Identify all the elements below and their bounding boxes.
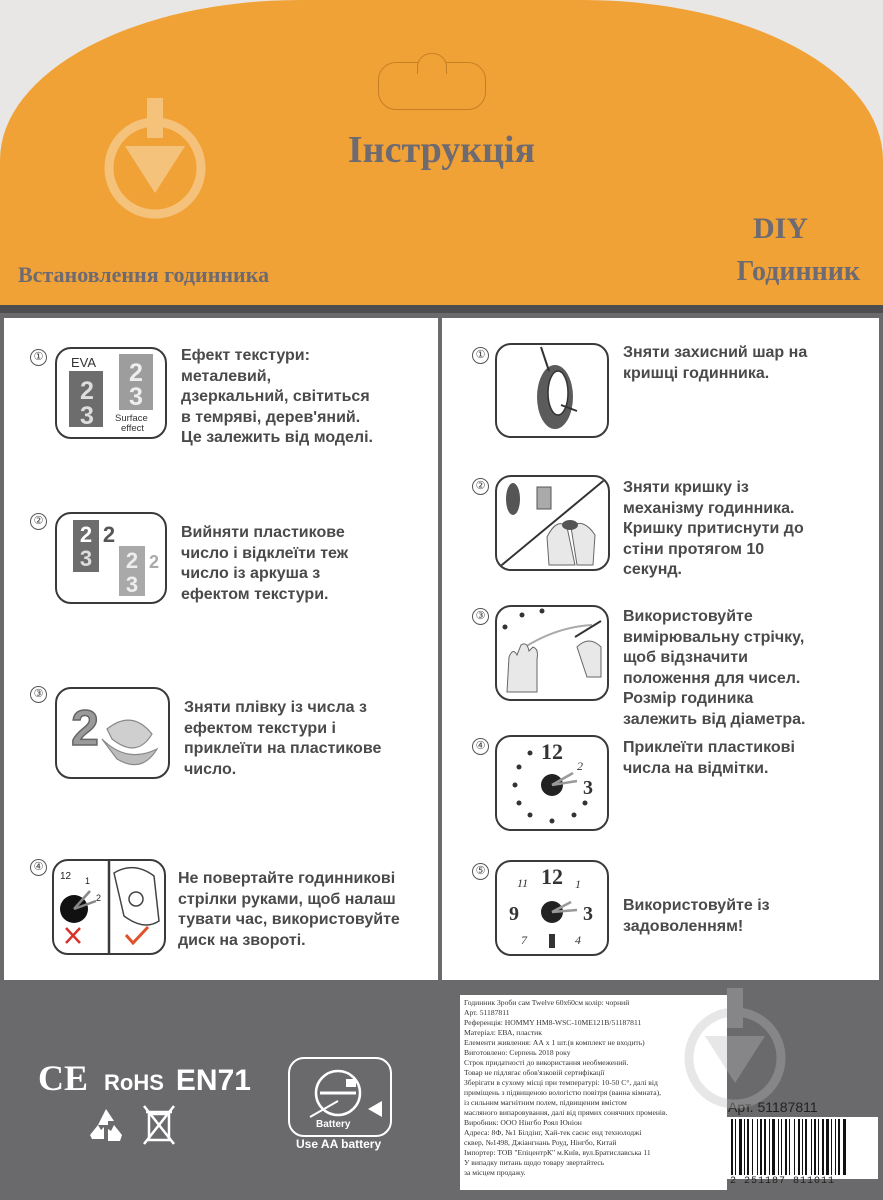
barcode-bar: [798, 1119, 800, 1175]
step-text: Не повертайте годинникові стрілки руками, щоб налаш тувати час, використовуйте диск на звороті.: [178, 870, 400, 949]
info-line: Референція: HOMMY HM8-WSC-10ME121B/51187811: [464, 1018, 642, 1027]
step-text: Зняти кришку із механізму годинника. Кришку притиснути до стіни протягом 10 секунд.: [623, 479, 804, 578]
info-line: Строк придатності до використання необмежений.: [464, 1058, 629, 1067]
step-illustration: [55, 512, 167, 604]
clock-1: 1: [575, 877, 581, 891]
texture-effect-icon: [57, 349, 165, 437]
digit-2: 2: [80, 377, 94, 405]
step-number: ④: [30, 859, 47, 876]
info-line: Товар не підлягає обов'язковій сертифікації: [464, 1068, 605, 1077]
clock-9: 9: [509, 903, 519, 925]
barcode: [727, 1117, 878, 1179]
barcode-bar: [805, 1119, 807, 1175]
digit-3: 3: [79, 546, 93, 571]
barcode-bar: [764, 1119, 766, 1175]
press-mechanism-icon: [497, 477, 608, 569]
step-text: Використовуйте із задоволенням!: [623, 897, 770, 935]
barcode-bar: [826, 1119, 829, 1175]
digit-2: 2: [71, 700, 99, 756]
section-subtitle: Встановлення годинника: [18, 262, 270, 287]
step-illustration: [52, 859, 166, 955]
digit-3: 3: [125, 572, 139, 597]
barcode-bar: [772, 1119, 775, 1175]
step-number: ①: [472, 347, 489, 364]
clock-2: 2: [96, 893, 102, 903]
barcode-bar: [744, 1119, 745, 1175]
info-line: масляного випаровування, далі від прямих сонячних променів.: [464, 1108, 668, 1117]
step-number: ②: [30, 513, 47, 530]
step-illustration: [495, 735, 609, 831]
article-number: Арт. 51187811: [728, 1099, 818, 1115]
header-divider: [0, 305, 883, 313]
step-text: Ефект текстури: металевий, дзеркальний, світиться в темряві, дерев'яний. Це залежить від моделі.: [181, 347, 373, 446]
brand-clock: Годинник: [736, 256, 860, 287]
digit-2: 2: [125, 548, 139, 573]
info-line: Арт. 51187811: [464, 1008, 510, 1017]
info-line: Годинник Зроби сам Twelve 60х60см колір: чорний: [464, 998, 630, 1007]
barcode-bar: [811, 1119, 812, 1175]
barcode-bar: [757, 1119, 758, 1175]
info-line: Елементи живлення: АА х 1 шт.(в комплект не входить): [464, 1038, 645, 1047]
barcode-bar: [781, 1119, 782, 1175]
clock-3: 3: [583, 903, 593, 925]
info-line: Зберігати в сухому місці при температурі: 10-50 С°, далі від: [464, 1078, 658, 1087]
step-illustration: [55, 347, 167, 439]
info-line: Адреса: 8Ф, №1 Білдінг, Хай-тек саєнс енд технолоджі: [464, 1128, 642, 1137]
step-illustration: [495, 860, 609, 956]
left-steps-panel: [4, 318, 438, 980]
step-illustration: [495, 343, 609, 438]
clock-7: 7: [521, 933, 527, 947]
barcode-bar: [769, 1119, 770, 1175]
clock-12: 12: [60, 871, 72, 882]
brand-diy: DIY: [752, 212, 808, 245]
info-line: У випадку питань щодо товару звертайтесь: [464, 1158, 605, 1167]
step-number: ④: [472, 738, 489, 755]
barcode-bar: [838, 1119, 840, 1175]
step-number: ⑤: [472, 863, 489, 880]
barcode-bar: [818, 1119, 819, 1175]
battery-label: Use AA battery: [296, 1137, 382, 1151]
barcode-bar: [789, 1119, 790, 1175]
barcode-bar: [752, 1119, 753, 1175]
barcode-bar: [822, 1119, 824, 1175]
barcode-bar: [802, 1119, 803, 1175]
effect-label: effect: [121, 423, 145, 434]
clock-11: 11: [517, 876, 529, 890]
remove-protective-layer-icon: [497, 345, 607, 436]
surface-label: Surface: [115, 413, 148, 424]
barcode-bar: [814, 1119, 816, 1175]
barcode-bar: [739, 1119, 742, 1175]
clock-hands-warning-icon: [54, 861, 164, 953]
step-text: Використовуйте вимірювальну стрічку, щоб відзначити положення для чисел. Розмір годиника залежить від діаметра.: [623, 608, 806, 728]
right-steps-panel: [442, 318, 879, 980]
clock-1: 1: [85, 876, 91, 886]
en71-mark: EN71: [175, 1064, 251, 1097]
recycle-icon: [84, 1105, 128, 1149]
clock-12: 12: [541, 864, 563, 889]
page-title: Інструкція: [347, 129, 536, 171]
info-line: приміщень з підвищеною вологістю повітря (ванна кімната),: [464, 1088, 662, 1097]
info-line: за місцем продажу.: [464, 1168, 526, 1177]
barcode-bar: [778, 1119, 779, 1175]
info-line: сквер, №1498, Джіангнань Роуд, Нінгбо, Китай: [464, 1138, 617, 1147]
info-line: Виробник: ООО Нінгбо Роял Юніон: [464, 1118, 582, 1127]
clock-3: 3: [583, 777, 593, 799]
clock-2: 2: [577, 759, 583, 773]
step-text: Зняти плівку із числа з ефектом текстури і приклеїти на пластикове число.: [184, 699, 382, 778]
digit-2: 2: [102, 522, 116, 547]
barcode-bar: [785, 1119, 787, 1175]
barcode-bar: [831, 1119, 832, 1175]
barcode-bar: [735, 1119, 736, 1175]
info-line: Матеріал: ЕВА, пластик: [464, 1028, 542, 1037]
info-line: із сильним магнітним полем, підвищеним вмістом: [464, 1098, 627, 1107]
step-text: Вийняти пластикове число і відклеїти теж число із аркуша з ефектом текстури.: [181, 524, 349, 603]
barcode-bar: [747, 1119, 749, 1175]
peel-number-icon: [57, 514, 165, 602]
step-illustration: [495, 605, 609, 701]
battery-icon: [290, 1059, 390, 1135]
step-illustration: [495, 475, 610, 571]
step-text: Приклеїти пластикові числа на відмітки.: [623, 739, 795, 777]
digit-2: 2: [148, 552, 160, 572]
step-number: ②: [472, 478, 489, 495]
battery-word: Battery: [316, 1119, 351, 1130]
digit-3: 3: [80, 402, 94, 430]
step-number: ③: [472, 608, 489, 625]
measure-tape-icon: [497, 607, 607, 699]
info-line: Виготовлено: Серпень 2018 року: [464, 1048, 571, 1057]
step-text: Зняти захисний шар на кришці годинника.: [623, 344, 808, 382]
barcode-bar: [835, 1119, 836, 1175]
step-number: ①: [30, 349, 47, 366]
weee-bin-icon: [142, 1104, 176, 1148]
watermark-logo: [680, 988, 790, 1118]
digit-2: 2: [129, 359, 143, 387]
step-illustration: [55, 687, 170, 779]
digit-2: 2: [79, 522, 93, 547]
clock-12: 12: [541, 739, 563, 764]
battery-box: [288, 1057, 392, 1137]
barcode-bar: [843, 1119, 846, 1175]
hang-hole: [378, 62, 486, 110]
clock-4: 4: [575, 933, 581, 947]
barcode-bar: [731, 1119, 733, 1175]
finished-clock-icon: [497, 862, 607, 954]
barcode-bar: [760, 1119, 762, 1175]
info-line: Імпортер: ТОВ "ЕпіцентрК" м.Київ, вул.Братиславська 11: [464, 1148, 651, 1157]
attach-numbers-icon: [497, 737, 607, 829]
ce-mark: CE: [38, 1058, 89, 1098]
barcode-number: 2 251187 811011: [730, 1176, 836, 1187]
eva-label: EVA: [71, 355, 97, 370]
apply-film-icon: [57, 689, 168, 777]
certification-marks: [38, 1057, 251, 1099]
rohs-mark: RoHS: [104, 1070, 164, 1095]
barcode-bar: [794, 1119, 795, 1175]
digit-3: 3: [129, 383, 143, 411]
step-number: ③: [30, 686, 47, 703]
